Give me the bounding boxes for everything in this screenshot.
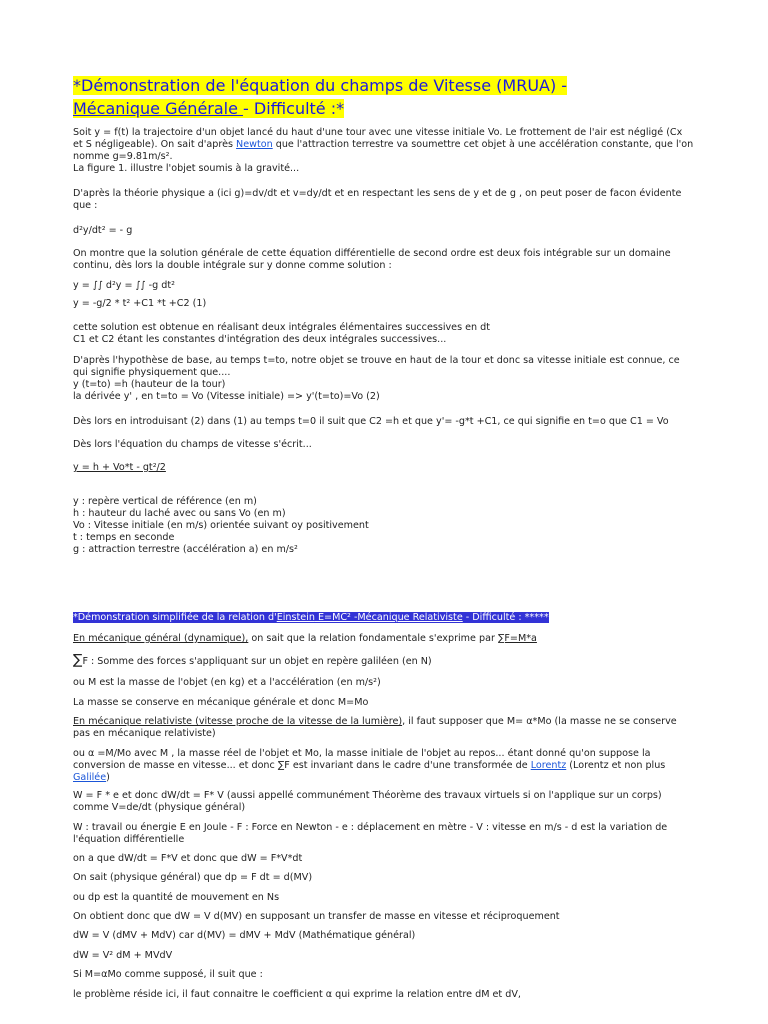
newton-link[interactable]: Newton — [236, 139, 273, 150]
hypothesis-line3: la dérivée y' , en t=to = Vo (Vitesse initiale) => y'(t=to)=Vo (2) — [73, 391, 380, 402]
legend-list — [73, 496, 695, 556]
legend-item-t: t : temps en seconde — [73, 532, 175, 543]
line-problem: le problème réside ici, il faut connaitre le coefficient α qui exprime la relation entre dM et dV, — [73, 989, 521, 1000]
paragraph-equation-intro: Dès lors l'équation du champs de vitesse s'écrit... — [73, 439, 312, 450]
fundamental-relation-text: on sait que la relation fondamentale s'exprime par — [248, 633, 498, 644]
line-if-alpha: Si M=αMo comme supposé, il suit que : — [73, 969, 263, 980]
section1-title-line1: *Démonstration de l'équation du champs de Vitesse (MRUA) - — [73, 76, 568, 95]
line-alpha-definition — [73, 748, 695, 784]
line-sum-forces — [73, 654, 695, 668]
lorentz-link[interactable]: Lorentz — [530, 760, 567, 771]
paragraph-hypothesis — [73, 355, 695, 403]
line-dw-final: dW = V² dM + MVdV — [73, 950, 173, 961]
paragraph-integrals — [73, 322, 695, 346]
line-fundamental-relation — [73, 633, 695, 645]
relativistic-label: En mécanique relativiste (vitesse proche de la vitesse de la lumière) — [73, 716, 403, 727]
line-momentum: ou dp est la quantité de mouvement en Ns — [73, 892, 280, 903]
mecanique-general-label: En mécanique général (dynamique), — [73, 633, 249, 644]
sum-forces-text: F : Somme des forces s'appliquant sur un objet en repère galiléen (en N) — [82, 656, 432, 667]
line-dw-dt: on a que dW/dt = F*V et donc que dW = F*V*dt — [73, 853, 303, 864]
alpha-text: ou α =M/Mo avec M , la masse réel de l'objet et Mo, la masse initiale de l'objet au repos... étant donné qu'on suppose la conversion de masse en vitesse... et donc ∑F est invariant dans le cadre d'une transformée de — [73, 748, 651, 771]
integrals-line1: cette solution est obtenue en réalisant deux intégrales élémentaires successives en dt — [73, 322, 491, 333]
line-mass-acceleration: ou M est la masse de l'objet (en kg) et a l'accélération (en m/s²) — [73, 677, 381, 688]
section2-title-a: *Démonstration simplifiée de la relation d' — [73, 612, 277, 623]
section2-title-difficulty: - Difficulté : ***** — [462, 612, 549, 623]
section1-title-line2-difficulty: - Difficulté :* — [243, 99, 345, 118]
intro-text-a: Soit y = f(t) la trajectoire d'un objet lancé du haut d'une tour avec une vitesse initiale Vo. Le frottement de l'air est négligé (Cx et S négligeable). On sait d'après — [73, 127, 683, 150]
line-work-power: W = F * e et donc dW/dt = F* V (aussi appellé communément Théorème des travaux virtuels si on l'applique sur un corps) comme V=de/dt (physique général) — [73, 790, 662, 813]
section1-title-line2-link[interactable]: Mécanique Générale — [73, 99, 244, 118]
hypothesis-line2: y (t=to) =h (hauteur de la tour) — [73, 379, 226, 390]
integrals-line2: C1 et C2 étant les constantes d'intégration des deux intégrales successives... — [73, 334, 447, 345]
section2-title — [73, 612, 695, 624]
line-mass-conserved: La masse se conserve en mécanique générale et donc M=Mo — [73, 697, 369, 708]
line-units: W : travail ou énergie E en Joule - F : Force en Newton - e : déplacement en mètre - V : vitesse en m/s - d est la variation de l'équation différentielle — [73, 822, 668, 845]
equation-velocity-field: y = h + Vo*t - gt²/2 — [73, 462, 166, 473]
legend-item-g: g : attraction terrestre (accélération a) en m/s² — [73, 544, 298, 555]
paragraph-constants: Dès lors en introduisant (2) dans (1) au temps t=0 il suit que C2 =h et que y'= -g*t +C1, ce qui signifie en t=o que C1 = Vo — [73, 416, 669, 427]
sum-f-ma-formula: ∑F=M*a — [497, 633, 537, 644]
section1-title — [73, 74, 695, 120]
paragraph-theory: D'après la théorie physique a (ici g)=dv/dt et v=dy/dt et en respectant les sens de y et de g , on peut poser de facon évidente que : — [73, 188, 682, 211]
legend-item-vo: Vo : Vitesse initiale (en m/s) orientée suivant oy positivement — [73, 520, 369, 531]
equation-general-solution: y = -g/2 * t² +C1 *t +C2 (1) — [73, 298, 207, 309]
section2-title-b[interactable]: E=MC² -Mécanique Relativiste — [314, 612, 463, 623]
relativistic-text: , il faut supposer que M= α*Mo (la masse ne se conserve pas en mécanique relativiste) — [73, 716, 677, 739]
galilee-link[interactable]: Galilée — [73, 772, 107, 783]
paragraph-intro — [73, 127, 695, 175]
einstein-link[interactable]: Einstein — [276, 612, 315, 623]
intro-text-c: La figure 1. illustre l'objet soumis à la gravité... — [73, 163, 300, 174]
equation-double-integral: y = ∫∫ d²y = ∫∫ -g dt² — [73, 280, 175, 291]
legend-item-h: h : hauteur du laché avec ou sans Vo (en m) — [73, 508, 286, 519]
equation-second-order: d²y/dt² = - g — [73, 225, 133, 236]
legend-item-y: y : repère vertical de référence (en m) — [73, 496, 257, 507]
sigma-icon: ∑ — [73, 652, 83, 668]
alpha-text-c: ) — [106, 772, 110, 783]
line-dw-v-dmv: On obtient donc que dW = V d(MV) en supposant un transfer de masse en vitesse et réciproquement — [73, 911, 560, 922]
hypothesis-line1: D'après l'hypothèse de base, au temps t=to, notre objet se trouve en haut de la tour et donc sa vitesse initiale est connue, ce qui signifie physiquement que.... — [73, 355, 680, 378]
intro-text-b: que l'attraction terrestre va soumettre cet objet à une accélération constante, que l'on nomme g=9.81m/s². — [73, 139, 694, 162]
alpha-text-b: (Lorentz et non plus — [566, 760, 666, 771]
line-dw-expanded: dW = V (dMV + MdV) car d(MV) = dMV + MdV (Mathématique général) — [73, 930, 416, 941]
paragraph-solution: On montre que la solution générale de cette équation différentielle de second ordre est deux fois intégrable sur un domaine continu, dès lors la double intégrale sur y donne comme solution : — [73, 248, 671, 271]
line-relativistic — [73, 716, 695, 740]
line-dp: On sait (physique général) que dp = F dt = d(MV) — [73, 872, 313, 883]
